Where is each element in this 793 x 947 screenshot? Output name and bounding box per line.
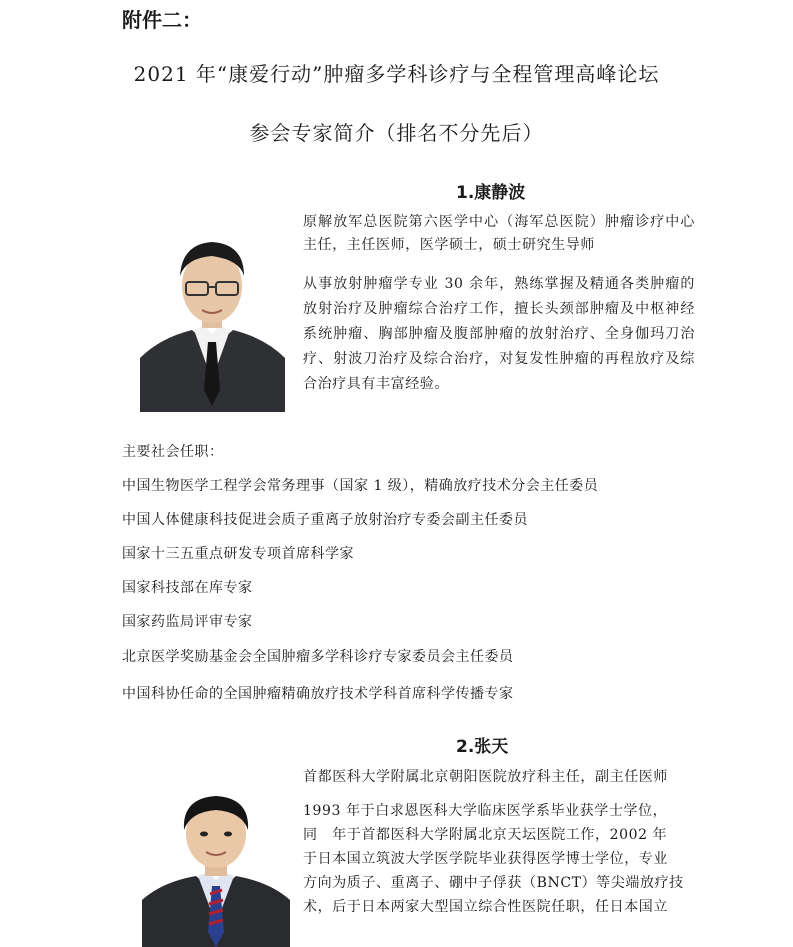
expert-1-role: 中国科协任命的全国肿瘤精确放疗技术学科首席科学传播专家 [122, 686, 514, 702]
page-title: 2021 年“康爱行动”肿瘤多学科诊疗与全程管理高峰论坛 [133, 62, 660, 86]
page-subtitle: 参会专家简介（排名不分先后） [249, 121, 544, 145]
expert-1-role: 中国生物医学工程学会常务理事（国家 1 级），精确放疗技术分会主任委员 [122, 478, 599, 494]
expert-2-bio-line: 术，后于日本两家大型国立综合性医院任职，任日本国立 [303, 899, 668, 915]
expert-2-photo [142, 790, 290, 947]
expert-2-bio-line: 于日本国立筑波大学医学院毕业获得医学博士学位，专业 [303, 851, 668, 867]
expert-2-name: 2.张天 [456, 737, 509, 757]
attachment-label: 附件二： [122, 8, 202, 32]
expert-2-bio-line: 方向为质子、重离子、硼中子俘获（BNCT）等尖端放疗技 [303, 875, 684, 891]
expert-1-role: 国家科技部在库专家 [122, 580, 253, 596]
expert-2-bio-line: 同 年于首都医科大学附属北京天坛医院工作，2002 年 [303, 827, 668, 843]
expert-1-name: 1.康静波 [456, 183, 526, 203]
expert-1-roles-heading: 主要社会任职： [122, 444, 224, 460]
expert-1-role: 国家药监局评审专家 [122, 614, 253, 630]
expert-1-photo [140, 230, 285, 412]
expert-1-role: 国家十三五重点研发专项首席科学家 [122, 546, 354, 562]
expert-1-position: 原解放军总医院第六医学中心（海军总医院）肿瘤诊疗中心主任，主任医师，医学硕士，硕士研究生导师 [303, 214, 695, 253]
expert-1-role: 北京医学奖励基金会全国肿瘤多学科诊疗专家委员会主任委员 [122, 649, 514, 665]
expert-2-bio-line: 1993 年于白求恩医科大学临床医学系毕业获学士学位， [303, 803, 668, 819]
expert-1-role: 中国人体健康科技促进会质子重离子放射治疗专委会副主任委员 [122, 512, 528, 528]
expert-1-bio: 从事放射肿瘤学专业 30 余年，熟练掌握及精通各类肿瘤的放射治疗及肿瘤综合治疗工作，擅长头颈部肿瘤及中枢神经系统肿瘤、胸部肿瘤及腹部肿瘤的放射治疗、全身伽玛刀治疗、射波刀治疗及综合治疗，对复发性肿瘤的再程放疗及综合治疗具有丰富经验。 [303, 276, 695, 392]
expert-2-position: 首都医科大学附属北京朝阳医院放疗科主任，副主任医师 [303, 769, 668, 785]
